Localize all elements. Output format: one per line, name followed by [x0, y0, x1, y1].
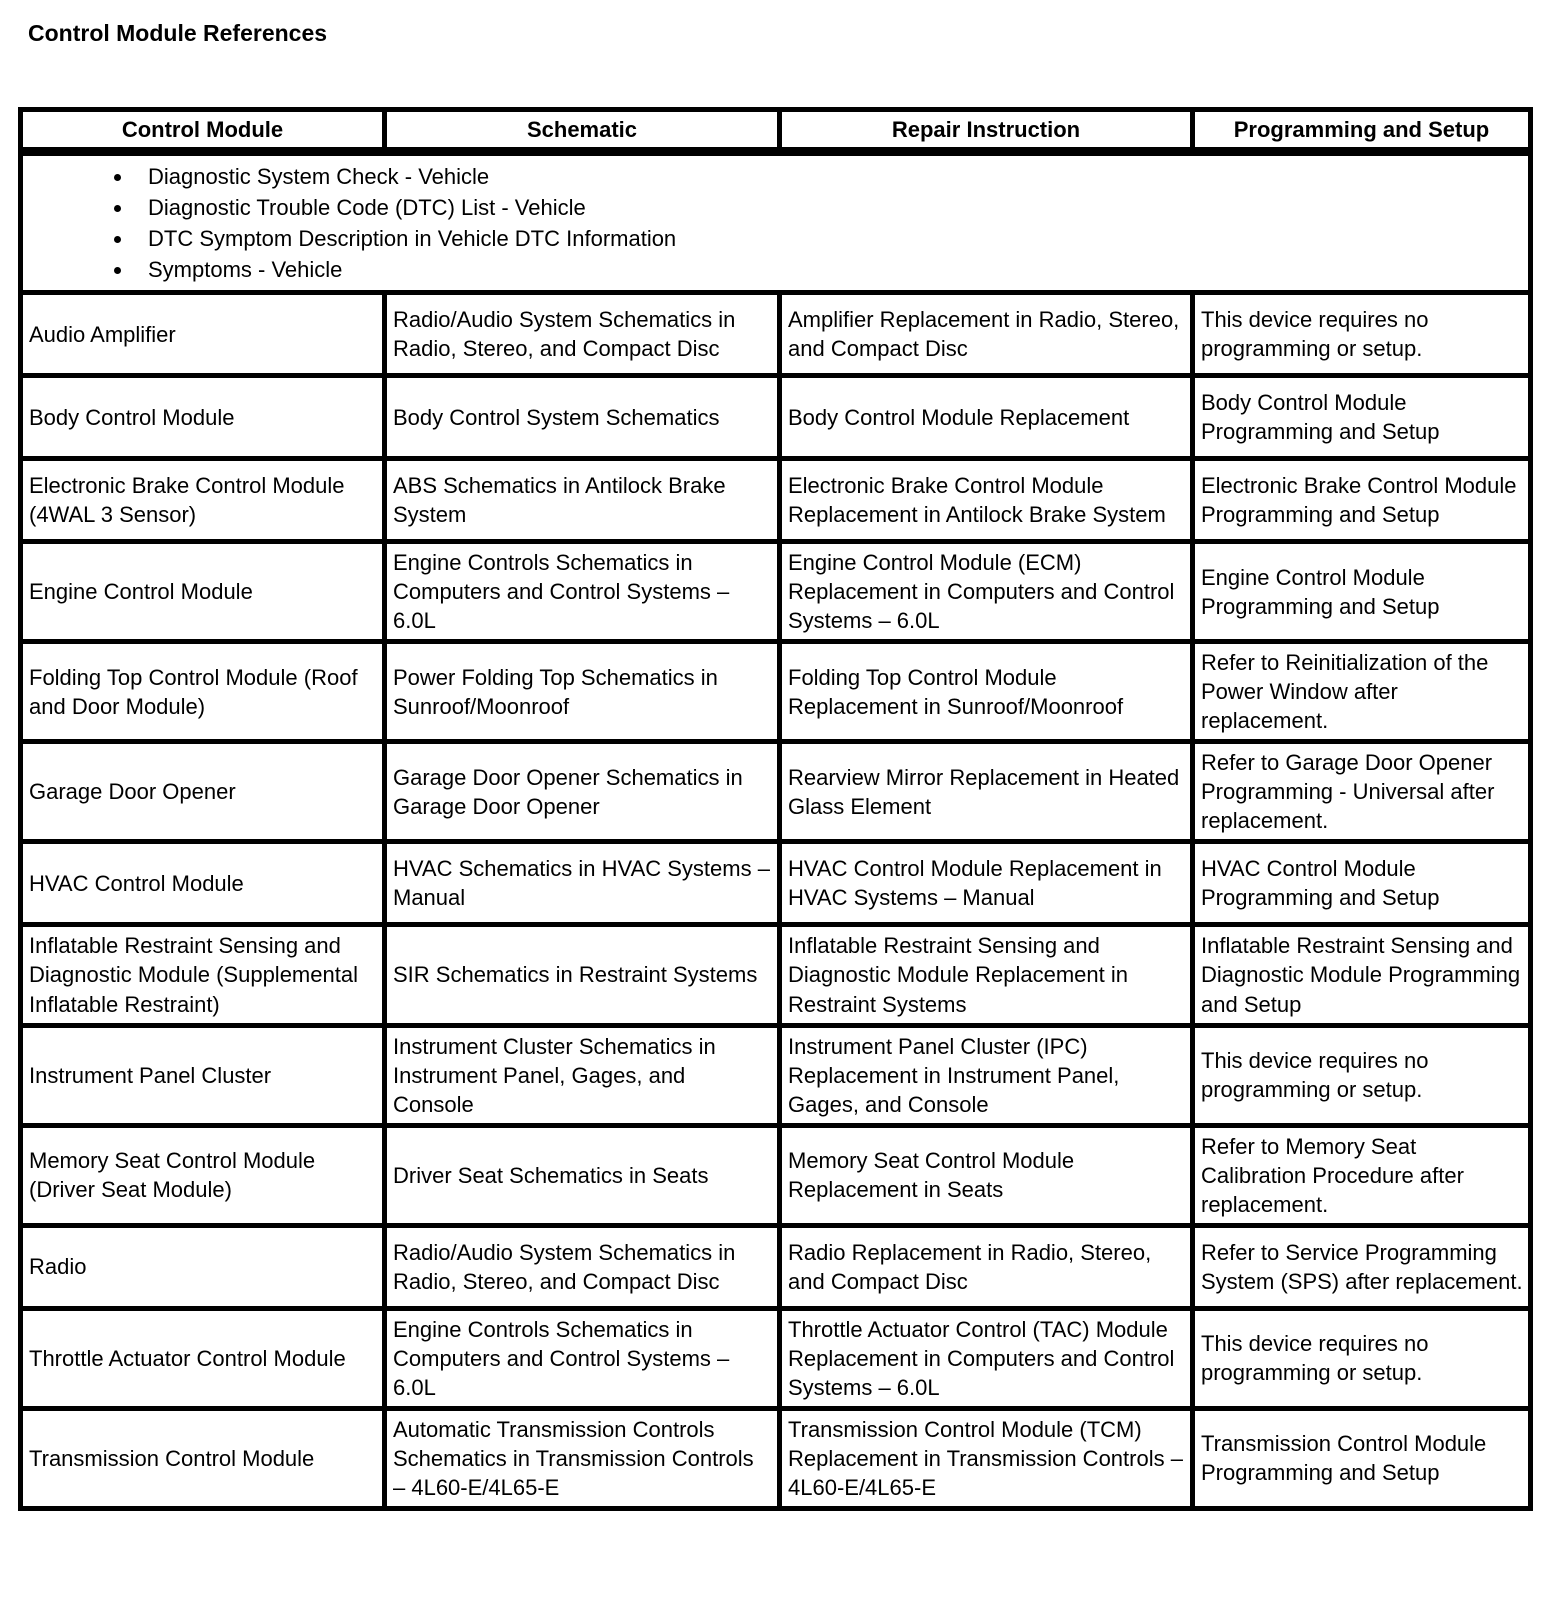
cell-repair-instruction: Throttle Actuator Control (TAC) Module Replacement in Computers and Control Systems – 6.0L	[780, 1308, 1193, 1408]
cell-schematic: Driver Seat Schematics in Seats	[385, 1125, 780, 1225]
cell-repair-instruction: Electronic Brake Control Module Replacement in Antilock Brake System	[780, 459, 1193, 542]
cell-programming-and-setup: This device requires no programming or setup.	[1193, 1308, 1531, 1408]
cell-control-module: Electronic Brake Control Module (4WAL 3 Sensor)	[21, 459, 385, 542]
column-header-control-module: Control Module	[21, 110, 385, 152]
cell-control-module: Inflatable Restraint Sensing and Diagnostic Module (Supplemental Inflatable Restraint)	[21, 925, 385, 1025]
table-body	[21, 152, 1531, 1509]
column-header-programming-and-setup: Programming and Setup	[1193, 110, 1531, 152]
table-row	[21, 542, 1531, 642]
reference-list-item: • Diagnostic System Check - Vehicle	[134, 162, 1523, 191]
cell-schematic: Power Folding Top Schematics in Sunroof/Moonroof	[385, 642, 780, 742]
table-row	[21, 1308, 1531, 1408]
page-title: Control Module References	[28, 20, 328, 46]
cell-programming-and-setup: Inflatable Restraint Sensing and Diagnostic Module Programming and Setup	[1193, 925, 1531, 1025]
table-row	[21, 842, 1531, 925]
table-row	[21, 1125, 1531, 1225]
cell-repair-instruction: Engine Control Module (ECM) Replacement in Computers and Control Systems – 6.0L	[780, 542, 1193, 642]
cell-programming-and-setup: Refer to Reinitialization of the Power Window after replacement.	[1193, 642, 1531, 742]
cell-programming-and-setup: Refer to Service Programming System (SPS) after replacement.	[1193, 1225, 1531, 1308]
cell-control-module: Body Control Module	[21, 376, 385, 459]
table-row	[21, 642, 1531, 742]
cell-programming-and-setup: This device requires no programming or setup.	[1193, 293, 1531, 376]
cell-programming-and-setup: Electronic Brake Control Module Programming and Setup	[1193, 459, 1531, 542]
reference-list-cell	[21, 152, 1531, 293]
cell-schematic: Engine Controls Schematics in Computers and Control Systems – 6.0L	[385, 1308, 780, 1408]
table-row	[21, 293, 1531, 376]
cell-schematic: Instrument Cluster Schematics in Instrument Panel, Gages, and Console	[385, 1025, 780, 1125]
cell-repair-instruction: Amplifier Replacement in Radio, Stereo, and Compact Disc	[780, 293, 1193, 376]
cell-control-module: Audio Amplifier	[21, 293, 385, 376]
reference-list-row	[21, 152, 1531, 293]
cell-repair-instruction: Folding Top Control Module Replacement in Sunroof/Moonroof	[780, 642, 1193, 742]
cell-programming-and-setup: Body Control Module Programming and Setup	[1193, 376, 1531, 459]
cell-repair-instruction: Radio Replacement in Radio, Stereo, and Compact Disc	[780, 1225, 1193, 1308]
table-row	[21, 925, 1531, 1025]
reference-list-item: • Symptoms - Vehicle	[134, 255, 1523, 284]
cell-control-module: Engine Control Module	[21, 542, 385, 642]
cell-repair-instruction: Instrument Panel Cluster (IPC) Replacement in Instrument Panel, Gages, and Console	[780, 1025, 1193, 1125]
cell-control-module: Radio	[21, 1225, 385, 1308]
cell-repair-instruction: Memory Seat Control Module Replacement in Seats	[780, 1125, 1193, 1225]
cell-programming-and-setup: Refer to Garage Door Opener Programming - Universal after replacement.	[1193, 742, 1531, 842]
cell-programming-and-setup: HVAC Control Module Programming and Setup	[1193, 842, 1531, 925]
cell-control-module: Garage Door Opener	[21, 742, 385, 842]
cell-control-module: HVAC Control Module	[21, 842, 385, 925]
cell-schematic: SIR Schematics in Restraint Systems	[385, 925, 780, 1025]
cell-programming-and-setup: Engine Control Module Programming and Setup	[1193, 542, 1531, 642]
cell-repair-instruction: Body Control Module Replacement	[780, 376, 1193, 459]
cell-control-module: Transmission Control Module	[21, 1408, 385, 1508]
cell-programming-and-setup: This device requires no programming or setup.	[1193, 1025, 1531, 1125]
cell-schematic: Radio/Audio System Schematics in Radio, Stereo, and Compact Disc	[385, 1225, 780, 1308]
table-row	[21, 1025, 1531, 1125]
table-header-row	[21, 110, 1531, 152]
reference-list-item: • Diagnostic Trouble Code (DTC) List - Vehicle	[134, 193, 1523, 222]
control-module-references-table	[18, 107, 1533, 1511]
cell-schematic: ABS Schematics in Antilock Brake System	[385, 459, 780, 542]
cell-repair-instruction: Transmission Control Module (TCM) Replacement in Transmission Controls – 4L60-E/4L65-E	[780, 1408, 1193, 1508]
cell-repair-instruction: HVAC Control Module Replacement in HVAC Systems – Manual	[780, 842, 1193, 925]
table-row	[21, 1225, 1531, 1308]
cell-control-module: Folding Top Control Module (Roof and Door Module)	[21, 642, 385, 742]
reference-list-item: • DTC Symptom Description in Vehicle DTC Information	[134, 224, 1523, 253]
cell-programming-and-setup: Refer to Memory Seat Calibration Procedure after replacement.	[1193, 1125, 1531, 1225]
cell-schematic: Garage Door Opener Schematics in Garage Door Opener	[385, 742, 780, 842]
table-row	[21, 459, 1531, 542]
cell-repair-instruction: Rearview Mirror Replacement in Heated Glass Element	[780, 742, 1193, 842]
table-row	[21, 742, 1531, 842]
cell-schematic: Engine Controls Schematics in Computers and Control Systems – 6.0L	[385, 542, 780, 642]
cell-schematic: HVAC Schematics in HVAC Systems – Manual	[385, 842, 780, 925]
cell-schematic: Radio/Audio System Schematics in Radio, Stereo, and Compact Disc	[385, 293, 780, 376]
cell-programming-and-setup: Transmission Control Module Programming and Setup	[1193, 1408, 1531, 1508]
column-header-schematic: Schematic	[385, 110, 780, 152]
cell-control-module: Throttle Actuator Control Module	[21, 1308, 385, 1408]
cell-control-module: Instrument Panel Cluster	[21, 1025, 385, 1125]
table-row	[21, 376, 1531, 459]
cell-control-module: Memory Seat Control Module (Driver Seat Module)	[21, 1125, 385, 1225]
table-row	[21, 1408, 1531, 1508]
cell-repair-instruction: Inflatable Restraint Sensing and Diagnostic Module Replacement in Restraint Systems	[780, 925, 1193, 1025]
column-header-repair-instruction: Repair Instruction	[780, 110, 1193, 152]
cell-schematic: Automatic Transmission Controls Schematics in Transmission Controls – 4L60-E/4L65-E	[385, 1408, 780, 1508]
reference-list	[29, 162, 1523, 284]
cell-schematic: Body Control System Schematics	[385, 376, 780, 459]
